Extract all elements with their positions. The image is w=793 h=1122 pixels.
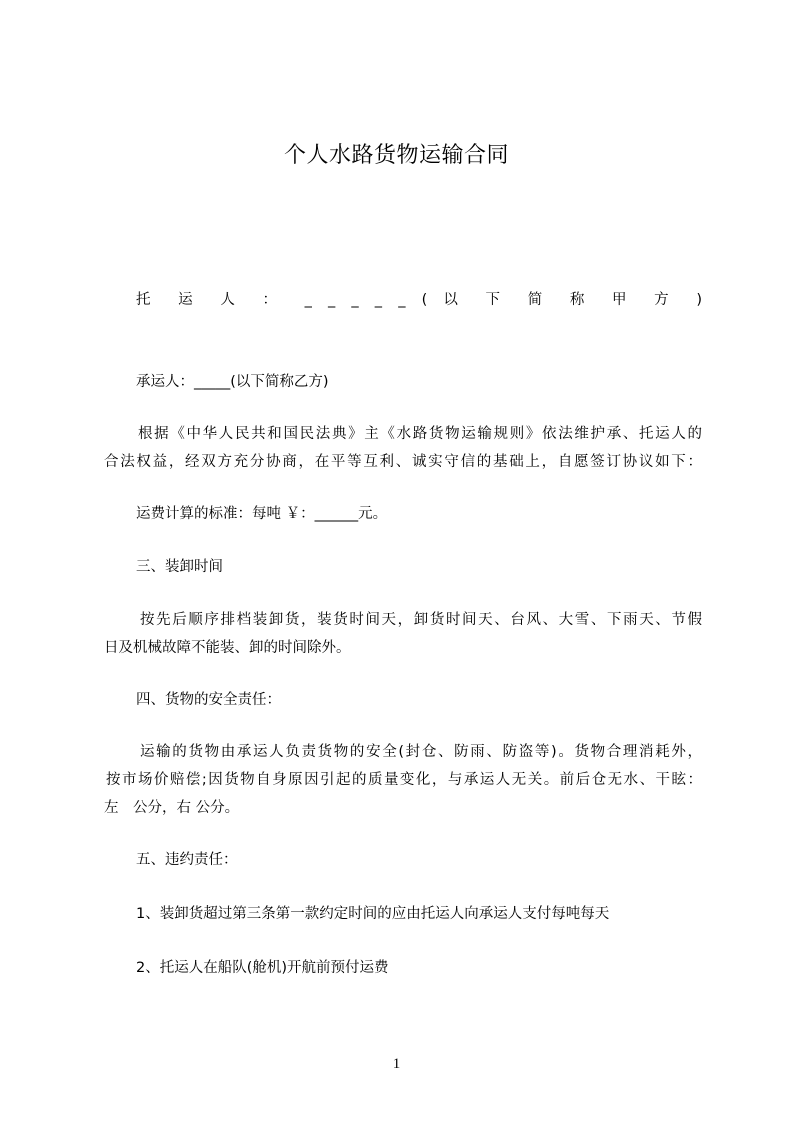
section-4-line-3: 左 公分，右 公分。 <box>104 800 240 816</box>
freight-standard: 运费计算的标准：每吨 ￥：______元。 <box>136 506 388 522</box>
section-4-line-2: 按市场价赔偿;因货物自身原因引起的质量变化，与承运人无关。前后仓无水、干眩： <box>106 772 702 788</box>
section-5-heading: 五、违约责任： <box>136 852 238 868</box>
section-3-line-1: 按先后顺序排档装卸货，装货时间天，卸货时间天、台风、大雪、下雨天、节假 <box>140 612 702 628</box>
section-3-heading: 三、装卸时间 <box>136 559 223 575</box>
preamble-line-1: 根据《中华人民共和国民法典》主《水路货物运输规则》依法维护承、托运人的 <box>138 426 702 442</box>
section-3-line-2: 日及机械故障不能装、卸的时间除外。 <box>104 640 351 656</box>
section-5-item-1: 1、装卸货超过第三条第一款约定时间的应由托运人向承运人支付每吨每天 <box>136 906 610 922</box>
carrier-line: 承运人：_____(以下简称乙方) <box>136 374 329 390</box>
page-number: 1 <box>392 1056 401 1072</box>
section-4-heading: 四、货物的安全责任： <box>136 692 281 708</box>
section-5-item-2: 2、托运人在船队(舱机)开航前预付运费 <box>136 960 389 976</box>
section-4-line-1: 运输的货物由承运人负责货物的安全(封仓、防雨、防盗等)。货物合理消耗外， <box>140 744 702 760</box>
shipper-line: 托 运 人 ： _ _ _ _ _ ( 以 下 简 称 甲 方 ) <box>136 292 702 308</box>
page-title: 个人水路货物运输合同 <box>283 143 509 168</box>
preamble-line-2: 合法权益，经双方充分协商，在平等互利、诚实守信的基础上，自愿签订协议如下： <box>104 454 702 470</box>
